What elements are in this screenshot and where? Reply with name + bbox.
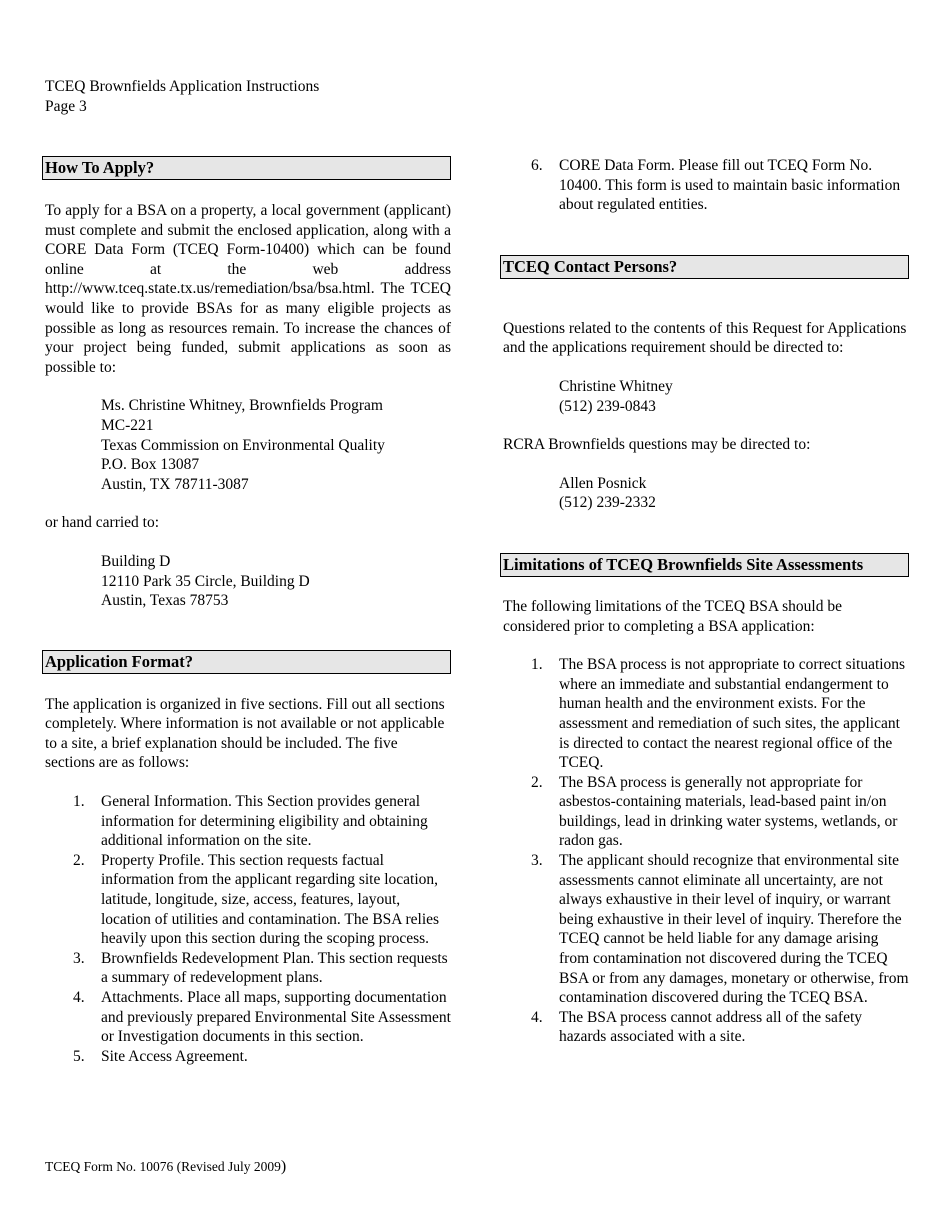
contact-whitney bbox=[500, 377, 909, 416]
limitations-heading: Limitations of TCEQ Brownfields Site Assessments bbox=[500, 553, 909, 577]
application-format-heading: Application Format? bbox=[42, 650, 451, 674]
contact-phone: (512) 239-2332 bbox=[559, 494, 656, 512]
rcra-text: RCRA Brownfields questions may be directed to: bbox=[503, 436, 811, 454]
mailing-address bbox=[42, 396, 451, 494]
address-line: Ms. Christine Whitney, Brownfields Program bbox=[101, 397, 383, 415]
page-footer bbox=[45, 1157, 286, 1177]
list-item: 3. Brownfields Redevelopment Plan. This section requests a summary of redevelopment plans. bbox=[73, 949, 448, 987]
contact-name: Christine Whitney bbox=[559, 377, 673, 395]
hand-address bbox=[42, 552, 451, 611]
form-number: TCEQ Form No. 10076 (Revised July 2009 bbox=[45, 1159, 281, 1174]
limitations-list bbox=[500, 655, 909, 1047]
address-line: Austin, TX 78711-3087 bbox=[101, 475, 249, 493]
address-line: Building D bbox=[101, 552, 171, 570]
list-item: 1. The BSA process is not appropriate to correct situations where an immediate and substantial endangerment to human health and the environment exists. For the assessment and remediation of such sites, the applicant is directed to contact the nearest regional office of the TCEQ. bbox=[531, 656, 906, 772]
page-header bbox=[45, 77, 319, 116]
list-item: 2. Property Profile. This section requests factual information from the applicant regarding site location, latitude, longitude, size, access, features, layout, location of utilities and contamination. The BSA relies heavily upon this section during the scoping process. bbox=[73, 851, 440, 948]
page-number: Page 3 bbox=[45, 97, 87, 115]
list-item: 2. The BSA process is generally not appropriate for asbestos-containing materials, lead-based paint in/on buildings, lead in drinking water systems, wetlands, or radon gas. bbox=[531, 773, 898, 850]
hand-carried-text: or hand carried to: bbox=[45, 514, 160, 532]
document-title: TCEQ Brownfields Application Instructions bbox=[45, 78, 320, 95]
address-line: 12110 Park 35 Circle, Building D bbox=[101, 572, 310, 590]
list-item: 1. General Information. This Section provides general information for determining eligibility and obtaining additional information on the site. bbox=[73, 793, 428, 850]
address-line: P.O. Box 13087 bbox=[101, 456, 200, 474]
list-item: 6. CORE Data Form. Please fill out TCEQ Form No. 10400. This form is used to maintain basic information about regulated entities. bbox=[531, 157, 901, 214]
contact-phone: (512) 239-0843 bbox=[559, 397, 656, 415]
apply-paragraph: To apply for a BSA on a property, a local government (applicant) must complete and submit the enclosed application, along with a CORE Data Form (TCEQ Form-10400) which can be found online at the web address http://www.tceq.state.tx.us/remediation/bsa/bsa.html. The TCEQ would like to provide BSAs for as many eligible projects as possible as long as resources remain. To increase the chances of your project being funded, submit applications as soon as possible to: bbox=[45, 202, 451, 376]
address-line: Texas Commission on Environmental Quality bbox=[101, 436, 385, 454]
limitations-paragraph: The following limitations of the TCEQ BSA should be considered prior to completing a BSA application: bbox=[503, 597, 842, 635]
left-column bbox=[42, 156, 451, 1066]
contact-persons-heading: TCEQ Contact Persons? bbox=[500, 255, 909, 279]
address-line: MC-221 bbox=[101, 416, 154, 434]
right-column bbox=[500, 156, 909, 1047]
contact-paragraph: Questions related to the contents of this Request for Applications and the applications requirement should be directed to: bbox=[503, 319, 907, 357]
list-item: 3. The applicant should recognize that environmental site assessments cannot eliminate all uncertainty, are not always exhaustive in their level of inquiry, or warrant being exhaustive in their level of inquiry. Therefore the TCEQ cannot be held liable for any damage arising from contamination not discovered during the TCEQ BSA or from any damages, monetary or otherwise, from contamination discovered during the TCEQ BSA. bbox=[531, 852, 909, 1007]
contact-name: Allen Posnick bbox=[559, 474, 647, 492]
format-paragraph: The application is organized in five sections. Fill out all sections completely. Where information is not available or not applicable to a site, a brief explanation should be included. The five sections are as follows: bbox=[45, 695, 445, 772]
address-line: Austin, Texas 78753 bbox=[101, 592, 229, 610]
format-list bbox=[42, 792, 451, 1066]
list-item: 5. Site Access Agreement. bbox=[73, 1047, 248, 1065]
list-item: 4. Attachments. Place all maps, supporting documentation and previously prepared Environmental Site Assessment or Investigation documents in this section. bbox=[73, 989, 451, 1046]
closing-paren: ) bbox=[280, 1158, 287, 1175]
how-to-apply-heading: How To Apply? bbox=[42, 156, 451, 180]
list-item: 4. The BSA process cannot address all of the safety hazards associated with a site. bbox=[531, 1008, 863, 1046]
core-form-list bbox=[500, 156, 909, 215]
contact-posnick bbox=[500, 474, 909, 513]
